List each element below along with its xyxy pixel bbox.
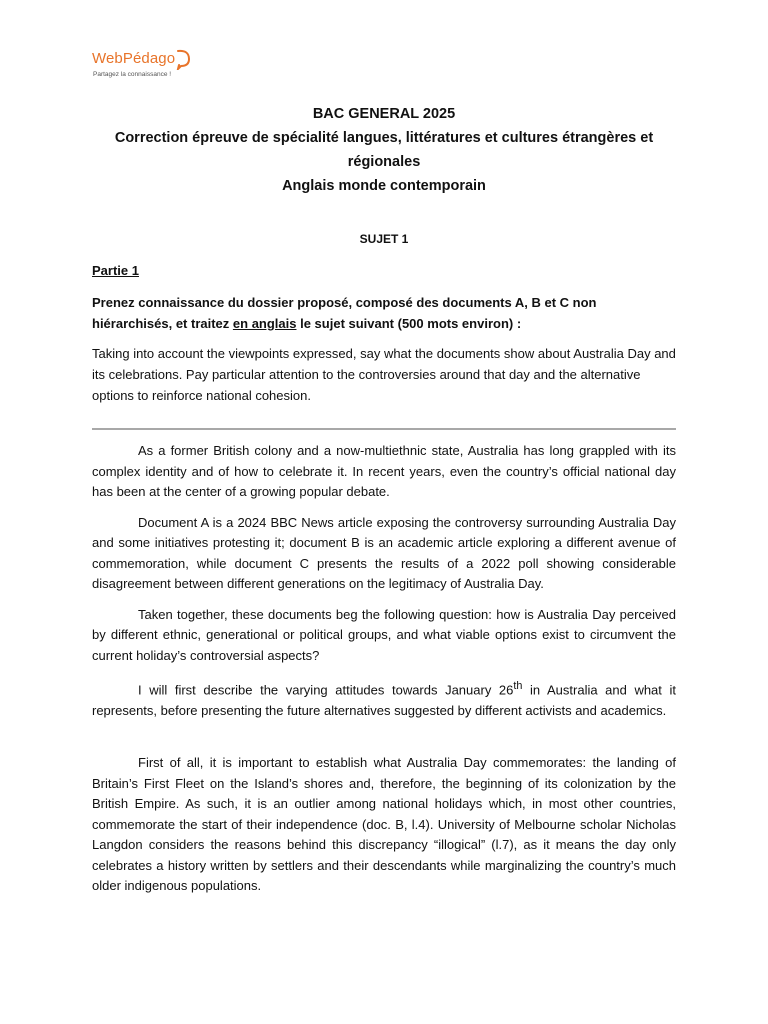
logo-tagline: Partagez la connaissance ! bbox=[93, 71, 172, 78]
exam-subject: Anglais monde contemporain bbox=[282, 178, 486, 194]
essay-paragraph: As a former British colony and a now-multiethnic state, Australia has long grappled with its complex identity and of how to celebrate it. In recent years, even the country’s official national day has been at the center of a growing popular debate. bbox=[92, 443, 676, 499]
sujet-heading: SUJET 1 bbox=[359, 232, 409, 246]
exam-title: BAC GENERAL 2025 bbox=[312, 106, 456, 122]
instruction-language: en anglais bbox=[232, 316, 297, 331]
document-header bbox=[92, 102, 676, 198]
instruction-text: Prenez connaissance du dossier proposé, composé des documents A, B et C non hiérarchisés, et traitez bbox=[92, 295, 597, 331]
paragraph-text: I will first describe the varying attitudes towards January 26 bbox=[138, 682, 514, 698]
paragraph-text: in Australia and what it represents, before presenting the future alternatives suggested by different activists and academics. bbox=[92, 682, 676, 718]
essay-paragraph: First of all, it is important to establish what Australia Day commemorates: the landing of Britain’s First Fleet on the Island’s shores and, therefore, the beginning of its colonization by the British Empire. As such, it is an outlier among national holidays which, in most other countries, commemorate the start of their independence (doc. B, l.4). University of Melbourne scholar Nicholas Langdon considers the reasons behind this discrepancy “illogical” (l.7), as it means the day only celebrates a history written by settlers and their descendants while marginalizing the country’s much older indigenous populations. bbox=[92, 755, 676, 894]
essay-prompt: Taking into account the viewpoints expressed, say what the documents show about Australia Day and its celebrations. Pay particular attention to the controversies around that day and the alternative options to reinforce national cohesion. bbox=[92, 346, 676, 403]
divider bbox=[92, 428, 676, 430]
essay-paragraph: Taken together, these documents beg the following question: how is Australia Day perceived by different ethnic, generational or political groups, and what viable options exist to circumvent the current holiday’s controversial aspects? bbox=[92, 606, 676, 663]
webpedago-logo[interactable] bbox=[92, 46, 202, 86]
essay-body bbox=[92, 441, 676, 907]
partie-heading: Partie 1 bbox=[92, 263, 139, 278]
essay-paragraph: Document A is a 2024 BBC News article exposing the controversy surrounding Australia Day and some initiatives protesting it; document B is an academic article exploring a different avenue of commemoration, while document C presents the results of a 2022 poll showing considerable disagreement between different generations on the legitimacy of Australia Day. bbox=[92, 514, 676, 591]
instruction-tail: le sujet suivant (500 mots environ) : bbox=[296, 316, 522, 331]
exam-subtitle: Correction épreuve de spécialité langues, littératures et cultures étrangères et régionales bbox=[114, 130, 654, 170]
speech-bubble-icon bbox=[176, 48, 192, 70]
instructions bbox=[92, 292, 677, 334]
ordinal-suffix: th bbox=[513, 680, 523, 692]
logo-wordmark: WebPédago bbox=[92, 50, 176, 67]
essay-paragraph bbox=[92, 676, 676, 721]
